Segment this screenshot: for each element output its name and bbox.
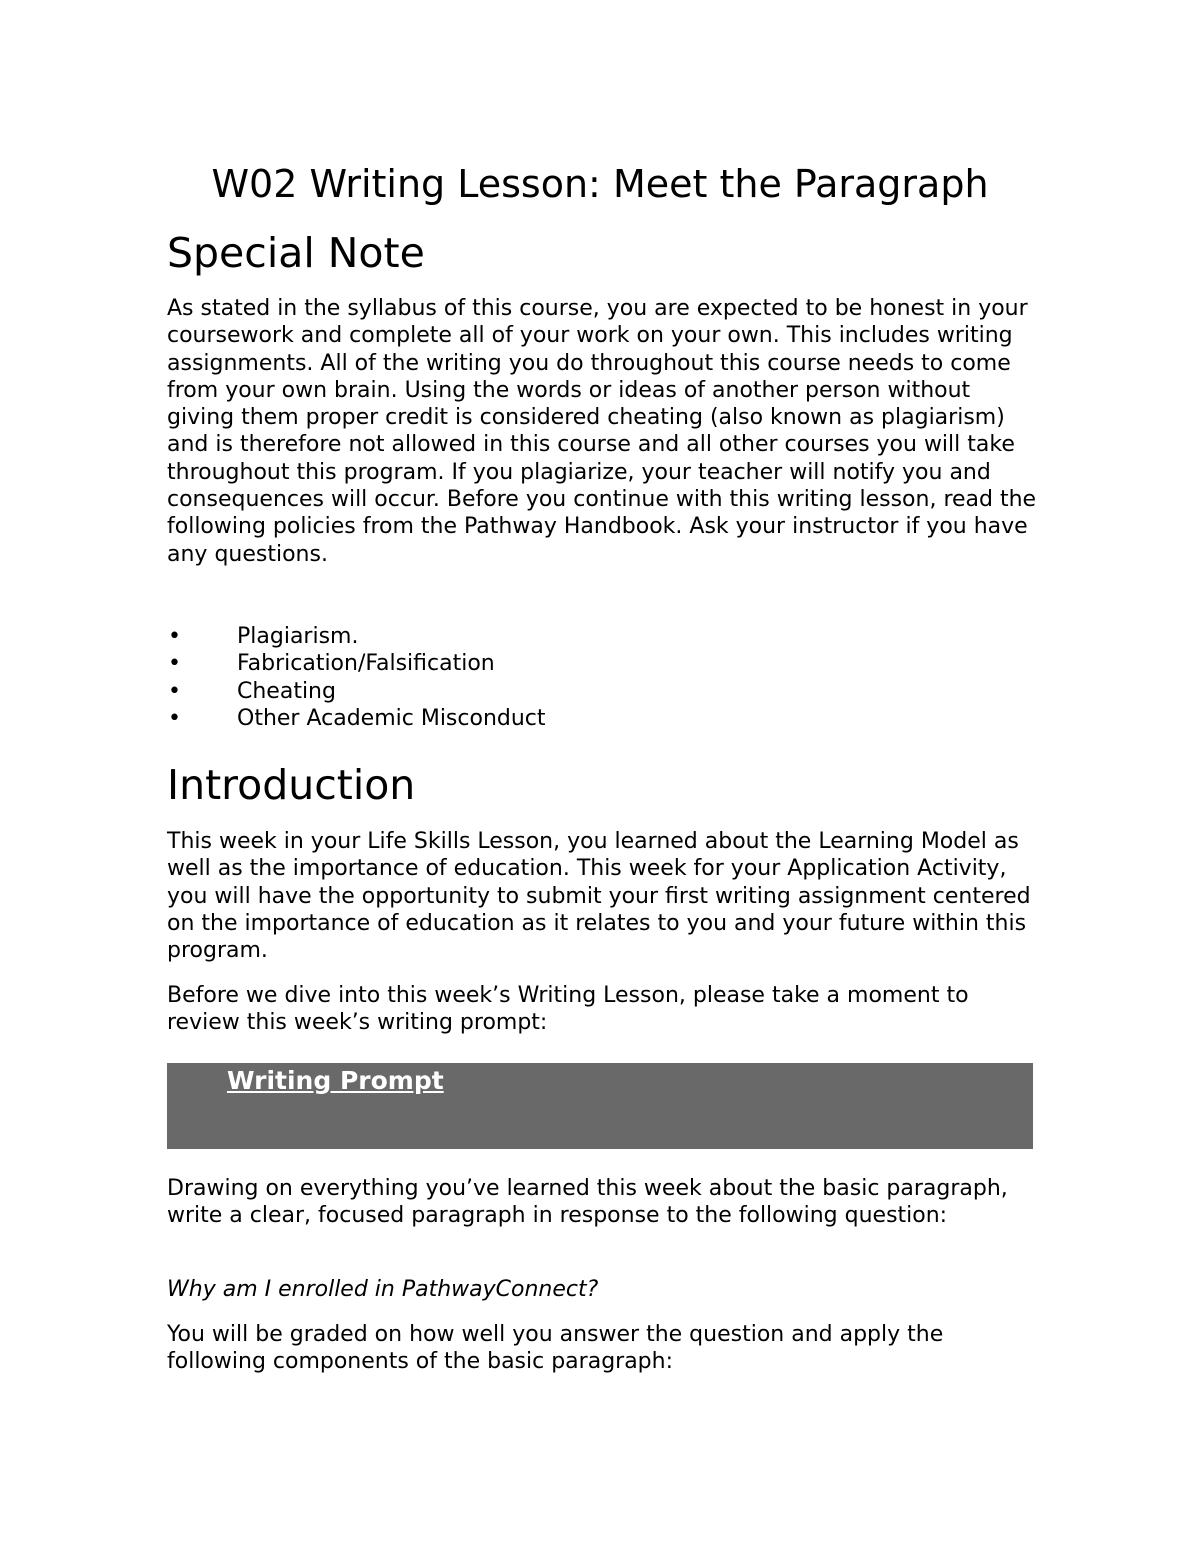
list-item (167, 623, 1033, 650)
prompt-instructions-paragraph: Drawing on everything you’ve learned this week about the basic paragraph, write a clear, focused paragraph in response to the following question: (167, 1176, 1008, 1229)
prompt-question: Why am I enrolled in PathwayConnect? (167, 1277, 599, 1302)
writing-prompt-title: Writing Prompt (227, 1066, 444, 1095)
writing-prompt-banner (167, 1063, 1033, 1149)
special-note-paragraph: As stated in the syllabus of this course, you are expected to be honest in your coursework and complete all of your work on your own. This includes writing assignments. All of the writing you do throughout this course needs to come from your own brain. Using the words or ideas of another person without giving them proper credit is considered cheating (also known as plagiarism) and is therefore not allowed in this course and all other courses you will take throughout this program. If you plagiarize, your teacher will notify you and consequences will occur. Before you continue with this writing lesson, read the following policies from the Pathway Handbook. Ask your instructor if you have any questions. (167, 296, 1037, 567)
bullet-icon: • (168, 678, 181, 704)
document-title: W02 Writing Lesson: Meet the Paragraph (211, 162, 989, 206)
bullet-icon: • (168, 705, 181, 731)
introduction-heading: Introduction (167, 761, 416, 809)
prompt-lead-paragraph: Before we dive into this week’s Writing Lesson, please take a moment to review this week’s writing prompt: (167, 983, 969, 1036)
policy-item-label: Fabrication/Falsification (237, 651, 495, 677)
introduction-paragraph: This week in your Life Skills Lesson, you learned about the Learning Model as well as the importance of education. This week for your Application Activity, you will have the opportunity to submit your first writing assignment centered on the importance of education as it relates to you and your future within this program. (167, 829, 1031, 964)
list-item (167, 705, 1033, 732)
special-note-heading: Special Note (167, 229, 425, 277)
policy-item-label: Other Academic Misconduct (237, 705, 546, 731)
list-item (167, 678, 1033, 705)
grading-paragraph: You will be graded on how well you answer the question and apply the following components of the basic paragraph: (167, 1322, 944, 1375)
policy-item-label: Plagiarism. (237, 624, 359, 649)
list-item (167, 650, 1033, 677)
bullet-icon: • (168, 651, 181, 677)
policy-item-label: Cheating (237, 678, 336, 704)
policy-list (167, 623, 1033, 732)
bullet-icon: • (168, 624, 181, 649)
